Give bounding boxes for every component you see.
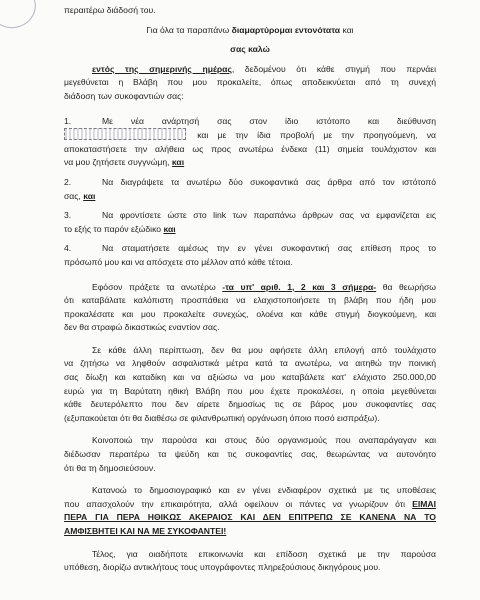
katanoo-text2: που απασχολούν την επικαιρότητα, αλλά οφείλουν οι πάντες να γνωρίζουν ότι [64, 498, 413, 509]
koinopoio-text2: διέδωσαν περαιτέρω τα ψεύδη και τις συκοφαντίες σας, θεωρώντας να αυτονόητο [64, 449, 436, 460]
lead-line3 [64, 90, 436, 104]
item-3-line2 [64, 223, 436, 237]
lead-line3-text: διάδοση των συκοφαντιών σας: [64, 90, 184, 101]
efoson-line2 [64, 294, 436, 308]
intro-post: και [340, 24, 354, 35]
efoson-text4: δεν θα στραφώ δικαστικώς εναντίον σας. [64, 322, 220, 333]
item-3-text2: το εξής το παρόν εξώδικο [64, 223, 164, 234]
item-1-text3: αποκαταστήσετε την αλήθεια ως προς ανωτέρω ένδεκα (11) σημεία τουλάχιστον και [64, 143, 436, 154]
lead-bold: εντός της σημερινής ημέρας [92, 63, 232, 74]
efoson-line3 [64, 308, 436, 322]
item-2-num: 2. [64, 176, 72, 187]
efoson-text3: προκαλέσατε και μου προκαλείτε συνεχώς, ολοένα και κάθε στιγμή διογκούμενη, και [64, 308, 436, 319]
alli-text2: να ζητήσω να ληφθούν ασφαλιστικά μέτρα κατά τα ανωτέρω, να αιτηθώ την ποινική [64, 358, 436, 369]
katanoo-text1: Κατανοώ το δημοσιογραφικό και εν γένει ενδιαφέρον σχετικά με τις υποθέσεις [92, 485, 436, 496]
intro-line [64, 24, 436, 38]
top-line-text: περαιτέρω διάδοσή του. [64, 5, 156, 15]
item-3-text1: Να φροντίσετε ώστε στο link των παραπάνω άρθρων σας να εμφανίζεται εις [102, 210, 436, 221]
item-4-text1: Να σταματήσετε αμέσως την εν γένει συκοφαντική σας επίθεση προς το [102, 243, 436, 254]
item-3-conj: και [163, 223, 176, 234]
item-1-text4: να μου ζητήσετε συγγνώμη, [64, 157, 172, 168]
alli-line6 [64, 412, 436, 426]
efoson-text2: ότι καταβάλατε καλόπιστη προσπάθεια να ελαχιστοποιήσετε τη βλάβη που ήδη μου [64, 295, 436, 306]
intro-line2-text: σας καλώ [230, 44, 270, 55]
intro-bold: διαμαρτύρομαι εντονότατα [231, 24, 341, 35]
alli-line5 [64, 398, 436, 412]
item-4-line2 [64, 256, 436, 270]
alli-text4: ευρώ για τη Βαρύτατη ηθική Βλάβη που μου έχετε προκαλέσει, η οποία μεγεθύνεται [64, 385, 436, 396]
lead-rest1: , δεδομένου ότι κάθε στιγμή που περνάει [231, 63, 437, 74]
katanoo-line1 [64, 484, 436, 498]
alli-text3: σας δίωξη και καταδίκη και να αξιώσω να μου καταβάλετε κατ' ελάχιστο 250.000,00 [64, 372, 436, 383]
document-body [64, 4, 436, 575]
item-1-line2 [64, 128, 436, 143]
katanoo-line4 [64, 525, 436, 539]
lead-line1 [64, 63, 436, 77]
koinopoio-text1: Κοινοποιώ την παρούσα και στους δύο οργανισμούς που αναπαράγαγαν και [92, 435, 436, 446]
item-1-text1: Με νέα ανάρτησή σας στον ίδιο ιστότοπο και διεύθυνση [102, 115, 436, 126]
koinopoio-line2 [64, 448, 436, 462]
item-1-text2: και με την ίδια προβολή με την προηγούμενη, να [188, 130, 436, 141]
koinopoio-text3: ότι θα τη δημοσιεύσουν. [64, 462, 156, 473]
koinopoio-line3 [64, 462, 436, 476]
intro-pre: Για όλα τα παραπάνω [146, 24, 232, 35]
item-1-line1 [64, 115, 436, 129]
item-2-line1 [64, 176, 436, 190]
item-1-line3 [64, 143, 436, 157]
katanoo-line2 [64, 498, 436, 512]
item-2-conj: και [83, 190, 96, 201]
koinopoio-line1 [64, 434, 436, 448]
intro-line2 [64, 43, 436, 57]
item-2-text1: Να διαγράψετε τα ανωτέρω δύο συκοφαντικά σας άρθρα από τον ιστότοπό [102, 176, 436, 187]
efoson-post: θα θεωρήσω [376, 281, 437, 292]
katanoo-bold2: ΕΙΜΑΙ [412, 498, 436, 509]
lead-line2-text: μεγεθύνεται η Βλάβη που μου προκαλείτε, όπως αποδεικνύεται από τη συνεχή [64, 77, 436, 88]
item-4-line1 [64, 242, 436, 256]
efoson-pre: Εφόσον πράξετε τα ανωτέρω [92, 281, 223, 292]
katanoo-bold4: ΑΜΦΙΣΒΗΤΕΙ ΚΑΙ ΝΑ ΜΕ ΣΥΚΟΦΑΝΤΕΙ! [64, 526, 227, 536]
stamp-mark [0, 0, 41, 34]
alli-text1: Σε κάθε άλλη περίπτωση, δεν θα μου αφήσετε άλλη επιλογή από τουλάχιστο [92, 344, 436, 355]
alli-text5: κάθε δευτερόλεπτο που δεν αίρετε δημοσίως τις σε βάρος μου συκοφαντίες σας [64, 399, 436, 410]
efoson-bold: -τα υπ' αριθ. 1, 2 και 3 σήμερα- [222, 281, 377, 292]
item-3-num: 3. [64, 210, 72, 221]
efoson-line1 [64, 281, 436, 295]
item-1-conj: και [171, 157, 185, 168]
item-1-num: 1. [64, 115, 72, 126]
katanoo-bold3: ΠΕΡΑ ΓΙΑ ΠΕΡΑ ΗΘΙΚΩΣ ΑΚΕΡΑΙΟΣ ΚΑΙ ΔΕΝ ΕΠΙΤΡΕΠΩ ΣΕ ΚΑΝΕΝΑ ΝΑ ΤΟ [64, 512, 436, 523]
item-4-num: 4. [64, 243, 72, 254]
item-2-text2: σας, [64, 190, 84, 201]
item-3-line1 [64, 209, 436, 223]
redacted-url-box [64, 128, 186, 140]
item-4-text2: πρόσωπό μου και να απόσχετε στο μέλλον από κάθε τέτοια. [64, 256, 293, 267]
telos-line1 [64, 548, 436, 562]
telos-text2: υπόθεση, διορίζω αντικλήτους τους υπογράφοντες πληρεξούσιους δικηγόρους μου. [64, 562, 381, 573]
alli-text6: (εξυπακούεται ότι θα διαθέσω σε φιλανθρωπική οργάνωση όποιο ποσό εισπράξω). [64, 412, 380, 423]
alli-line2 [64, 357, 436, 371]
item-2-line2 [64, 190, 436, 204]
alli-line4 [64, 385, 436, 399]
item-1-line4 [64, 156, 436, 170]
katanoo-line3 [64, 511, 436, 525]
telos-text1: Τέλος, για οιαδήποτε επικοινωνία και επίδοση σχετικά με την παρούσα [92, 548, 436, 559]
efoson-line4 [64, 321, 436, 335]
alli-line3 [64, 371, 436, 385]
top-line [64, 4, 436, 18]
telos-line2 [64, 561, 436, 575]
alli-line1 [64, 344, 436, 358]
lead-line2 [64, 76, 436, 90]
